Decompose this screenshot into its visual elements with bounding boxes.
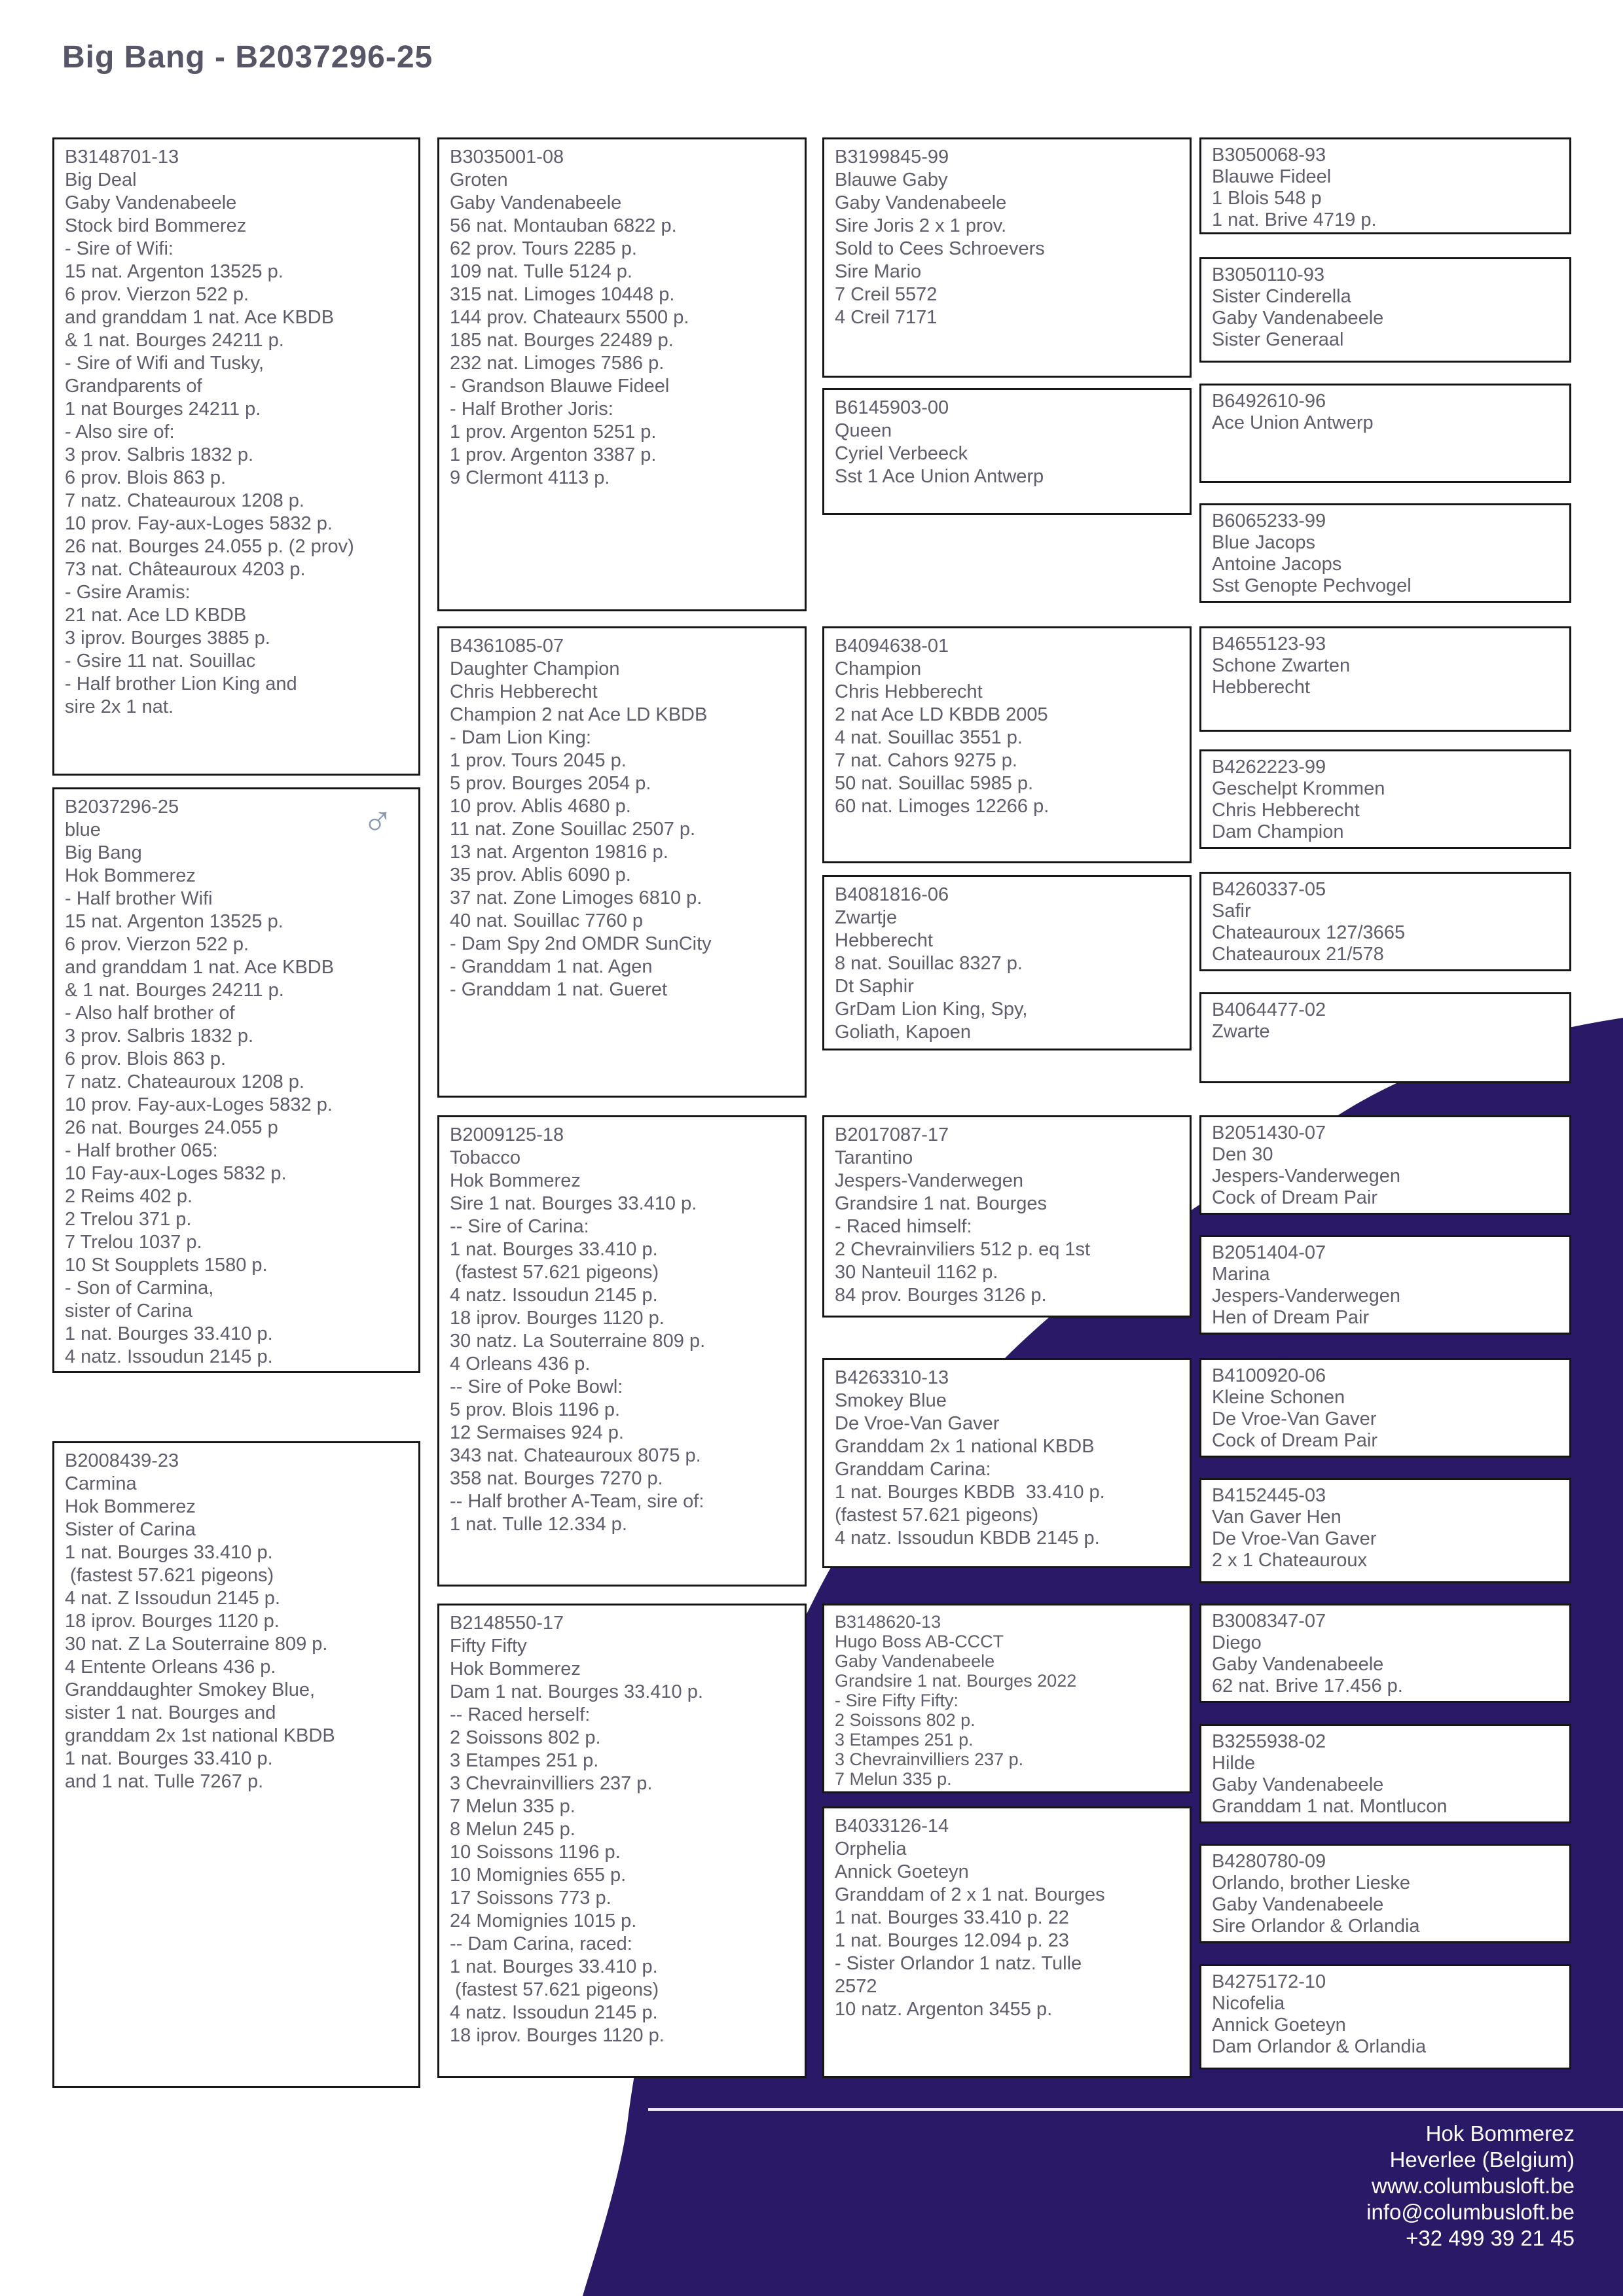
pedigree-line: 10 natz. Argenton 3455 p. [835,1999,1053,2020]
ring-number: B4033126-14 [835,1816,949,1837]
pedigree-line: Dam Orlandor & Orlandia [1212,2036,1427,2057]
pedigree-line: Sire 1 nat. Bourges 33.410 p. [450,1193,697,1214]
pedigree-line: Dam Champion [1212,821,1344,842]
pedigree-line: 35 prov. Ablis 6090 p. [450,865,631,886]
pedigree-line: Cock of Dream Pair [1212,1430,1378,1451]
pedigree-line: 56 nat. Montauban 6822 p. [450,215,677,236]
pedigree-line: Gaby Vandenabeele [1212,1894,1384,1915]
pedigree-line: Big Bang [65,842,142,863]
pedigree-line: 17 Soissons 773 p. [450,1888,611,1909]
pedigree-line: -- Dam Carina, raced: [450,1933,632,1954]
pedigree-line: (fastest 57.621 pigeons) [450,1979,659,2000]
page-title: Big Bang - B2037296-25 [62,40,433,75]
pedigree-line: (fastest 57.621 pigeons) [450,1262,659,1283]
pedigree-box-B6492610-96 [1199,384,1571,483]
pedigree-line: sister of Carina [65,1300,193,1321]
ring-number: B2051430-07 [1212,1122,1326,1143]
pedigree-line: 2 Trelou 371 p. [65,1209,192,1230]
pedigree-box-B4064477-02 [1199,992,1571,1083]
pedigree-box-B3035001-08 [437,137,807,611]
pedigree-line: - Gsire Aramis: [65,582,191,603]
pedigree-line: 4 natz. Issoudun 2145 p. [450,1285,658,1306]
pedigree-line: Hok Bommerez [450,1170,581,1191]
pedigree-line: Gaby Vandenabeele [835,192,1007,213]
pedigree-line: - Half brother 065: [65,1140,218,1161]
pedigree-line: Queen [835,420,892,441]
pedigree-line: -- Sire of Poke Bowl: [450,1376,623,1397]
pedigree-line: 3 prov. Salbris 1832 p. [65,1026,254,1047]
pedigree-line: 2 Reims 402 p. [65,1186,193,1207]
pedigree-line: Orphelia [835,1839,907,1859]
pedigree-box-B3008347-07 [1199,1604,1571,1703]
pedigree-line: 109 nat. Tulle 5124 p. [450,261,632,282]
pedigree-line: Jespers-Vanderwegen [835,1170,1024,1191]
pedigree-line: Gaby Vandenabeele [1212,1774,1384,1795]
pedigree-box-B4655123-93 [1199,626,1571,732]
pedigree-box-B2051404-07 [1199,1235,1571,1335]
pedigree-box-B4081816-06 [822,875,1192,1050]
pedigree-line: Zwartje [835,907,898,928]
pedigree-line: Kleine Schonen [1212,1387,1345,1408]
pedigree-line: Annick Goeteyn [835,1861,969,1882]
pedigree-box-B3199845-99 [822,137,1192,378]
pedigree-line: 2 Soissons 802 p. [835,1710,976,1730]
pedigree-line: 3 prov. Salbris 1832 p. [65,444,254,465]
pedigree-line: Hilde [1212,1753,1256,1774]
pedigree-line: 2572 [835,1976,877,1997]
ring-number: B4260337-05 [1212,879,1326,900]
pedigree-line: 7 Trelou 1037 p. [65,1232,202,1253]
pedigree-line: Tobacco [450,1147,521,1168]
ring-number: B4275172-10 [1212,1971,1326,1992]
pedigree-line: Dt Saphir [835,976,914,997]
pedigree-line: -- Sire of Carina: [450,1216,589,1237]
pedigree-line: and 1 nat. Tulle 7267 p. [65,1771,264,1792]
pedigree-line: 7 nat. Cahors 9275 p. [835,750,1017,771]
pedigree-line: 1 nat Bourges 24211 p. [65,399,261,420]
ring-number: B2148550-17 [450,1613,564,1634]
pedigree-line: Sire Joris 2 x 1 prov. [835,215,1007,236]
pedigree-box-B4275172-10 [1199,1964,1571,2070]
pedigree-line: - Raced himself: [835,1216,972,1237]
pedigree-box-B4263310-13 [822,1358,1192,1568]
pedigree-line: -- Raced herself: [450,1704,591,1725]
ring-number: B4280780-09 [1212,1851,1326,1872]
pedigree-line: 73 nat. Châteauroux 4203 p. [65,559,306,580]
pedigree-line: 30 nat. Z La Souterraine 809 p. [65,1634,328,1655]
pedigree-line: - Also sire of: [65,422,175,442]
pedigree-line: Dam 1 nat. Bourges 33.410 p. [450,1681,703,1702]
pedigree-line: 1 nat. Bourges 33.410 p. [450,1239,658,1260]
pedigree-line: 10 prov. Fay-aux-Loges 5832 p. [65,1094,333,1115]
pedigree-line: 18 iprov. Bourges 1120 p. [450,1308,665,1329]
pedigree-line: 2 Chevrainviliers 512 p. eq 1st [835,1239,1091,1260]
pedigree-line: 4 nat. Souillac 3551 p. [835,727,1023,748]
pedigree-box-B4100920-06 [1199,1358,1571,1458]
pedigree-line: Sst Genopte Pechvogel [1212,575,1412,596]
pedigree-line: Gaby Vandenabeele [65,192,237,213]
pedigree-box-B4094638-01 [822,626,1192,863]
pedigree-line: - Dam Lion King: [450,727,591,748]
pedigree-line: 1 nat. Brive 4719 p. [1212,209,1377,230]
pedigree-box-B3050068-93 [1199,137,1571,234]
pedigree-line: 12 Sermaises 924 p. [450,1422,624,1443]
pedigree-box-B4033126-14 [822,1806,1192,2078]
pedigree-line: 3 Chevrainvilliers 237 p. [450,1773,653,1794]
pedigree-box-B2037296-25 [52,787,420,1373]
pedigree-line: 4 nat. Z Issoudun 2145 p. [65,1588,280,1609]
pedigree-line: Smokey Blue [835,1390,947,1411]
pedigree-line: Granddam of 2 x 1 nat. Bourges [835,1884,1105,1905]
pedigree-box-B3148620-13 [822,1604,1192,1793]
pedigree-box-B2017087-17 [822,1115,1192,1318]
pedigree-line: 18 iprov. Bourges 1120 p. [65,1611,280,1632]
pedigree-line: 50 nat. Souillac 5985 p. [835,773,1034,794]
pedigree-line: Grandparents of [65,376,202,397]
pedigree-line: Blue Jacops [1212,532,1315,553]
pedigree-line: 10 Fay-aux-Loges 5832 p. [65,1163,287,1184]
pedigree-line: 15 nat. Argenton 13525 p. [65,261,283,282]
pedigree-line: 7 Creil 5572 [835,284,938,305]
pedigree-line: Champion 2 nat Ace LD KBDB [450,704,708,725]
pedigree-line: Sire Mario [835,261,922,282]
pedigree-line: sire 2x 1 nat. [65,696,174,717]
pedigree-line: Safir [1212,901,1251,922]
pedigree-line: Granddam Carina: [835,1459,991,1480]
pedigree-line: Carmina [65,1473,137,1494]
pedigree-line: 4 Orleans 436 p. [450,1354,591,1374]
pedigree-line: 10 Soissons 1196 p. [450,1842,621,1863]
pedigree-line: Stock bird Bommerez [65,215,247,236]
pedigree-line: 60 nat. Limoges 12266 p. [835,796,1049,817]
pedigree-line: Nicofelia [1212,1993,1285,2014]
male-icon: ♂ [362,796,393,843]
pedigree-line: Diego [1212,1632,1262,1653]
pedigree-line: Chris Hebberecht [450,681,598,702]
ring-number: B3050068-93 [1212,145,1326,166]
pedigree-line: - Half brother Wifi [65,888,213,909]
pedigree-line: Gaby Vandenabeele [1212,1654,1384,1675]
pedigree-line: Granddaughter Smokey Blue, [65,1679,316,1700]
pedigree-line: Van Gaver Hen [1212,1507,1341,1528]
pedigree-line: (fastest 57.621 pigeons) [835,1505,1039,1526]
pedigree-line: - Sister Orlandor 1 natz. Tulle [835,1953,1082,1974]
pedigree-box-B4361085-07 [437,626,807,1098]
pedigree-line: Sire Orlandor & Orlandia [1212,1916,1420,1937]
footer-line: info@columbusloft.be [1366,2200,1575,2224]
pedigree-line: Hok Bommerez [450,1659,581,1679]
pedigree-line: 5 prov. Blois 1196 p. [450,1399,621,1420]
ring-number: B2008439-23 [65,1450,179,1471]
ring-number: B4094638-01 [835,636,949,656]
footer-line: +32 499 39 21 45 [1406,2226,1575,2250]
ring-number: B4263310-13 [835,1367,949,1388]
pedigree-line: 30 Nanteuil 1162 p. [835,1262,998,1283]
ring-number: B3035001-08 [450,147,564,168]
pedigree-line: - Sire of Wifi: [65,238,173,259]
pedigree-line: - Gsire 11 nat. Souillac [65,651,256,672]
pedigree-line: 4 Entente Orleans 436 p. [65,1657,276,1677]
pedigree-line: Hok Bommerez [65,865,196,886]
pedigree-line: granddam 2x 1st national KBDB [65,1725,335,1746]
pedigree-line: 7 Melun 335 p. [835,1769,952,1789]
pedigree-line: 5 prov. Bourges 2054 p. [450,773,651,794]
pedigree-line: 3 Etampes 251 p. [450,1750,599,1771]
pedigree-line: GrDam Lion King, Spy, [835,999,1028,1020]
pedigree-line: Geschelpt Krommen [1212,778,1385,799]
pedigree-line: Hebberecht [1212,677,1310,698]
pedigree-line: 1 Blois 548 p [1212,188,1322,209]
pedigree-line: De Vroe-Van Gaver [1212,1408,1377,1429]
pedigree-line: Cock of Dream Pair [1212,1187,1378,1208]
pedigree-line: 7 natz. Chateauroux 1208 p. [65,490,304,511]
pedigree-line: Zwarte [1212,1021,1270,1042]
pedigree-line: 6 prov. Blois 863 p. [65,1049,227,1069]
ring-number: B4081816-06 [835,884,949,905]
pedigree-line: 10 Momignies 655 p. [450,1865,627,1886]
pedigree-line: & 1 nat. Bourges 24211 p. [65,980,284,1001]
pedigree-line: Gaby Vandenabeele [450,192,622,213]
pedigree-line: - Dam Spy 2nd OMDR SunCity [450,933,712,954]
pedigree-line: 10 St Soupplets 1580 p. [65,1255,268,1276]
pedigree-line: 1 prov. Tours 2045 p. [450,750,627,771]
pedigree-line: Chateauroux 21/578 [1212,944,1384,965]
pedigree-line: - Son of Carmina, [65,1278,214,1299]
ring-number: B6065233-99 [1212,511,1326,531]
ring-number: B4152445-03 [1212,1485,1326,1506]
ring-number: B4100920-06 [1212,1365,1326,1386]
ring-number: B2009125-18 [450,1124,564,1145]
ring-number: B4361085-07 [450,636,564,656]
pedigree-line: Daughter Champion [450,658,620,679]
pedigree-line: and granddam 1 nat. Ace KBDB [65,957,335,978]
pedigree-line: blue [65,819,101,840]
pedigree-line: 1 nat. Tulle 12.334 p. [450,1514,627,1535]
pedigree-line: Jespers-Vanderwegen [1212,1285,1401,1306]
pedigree-line: Annick Goeteyn [1212,2015,1346,2036]
pedigree-line: 4 natz. Issoudun KBDB 2145 p. [835,1528,1100,1549]
pedigree-line: Hen of Dream Pair [1212,1307,1370,1328]
pedigree-line: Hugo Boss AB-CCCT [835,1632,1004,1651]
pedigree-line: 2 nat Ace LD KBDB 2005 [835,704,1048,725]
pedigree-line: 24 Momignies 1015 p. [450,1910,637,1931]
pedigree-line: 7 Melun 335 p. [450,1796,575,1817]
pedigree-line: - Sire Fifty Fifty: [835,1691,958,1710]
pedigree-line: 13 nat. Argenton 19816 p. [450,842,668,863]
pedigree-line: 7 natz. Chateauroux 1208 p. [65,1071,304,1092]
pedigree-box-B4152445-03 [1199,1478,1571,1583]
pedigree-line: 15 nat. Argenton 13525 p. [65,911,283,932]
footer-divider [648,2108,1623,2111]
ring-number: B3199845-99 [835,147,949,168]
pedigree-line: 4 Creil 7171 [835,307,938,328]
pedigree-line: 6 prov. Blois 863 p. [65,467,227,488]
pedigree-line: 18 iprov. Bourges 1120 p. [450,2025,665,2046]
footer-line: Heverlee (Belgium) [1389,2147,1575,2172]
pedigree-box-B2008439-23 [52,1441,420,2088]
pedigree-box-B4260337-05 [1199,872,1571,971]
pedigree-line: Grandsire 1 nat. Bourges 2022 [835,1671,1077,1691]
pedigree-box-B6065233-99 [1199,503,1571,603]
pedigree-box-B2051430-07 [1199,1115,1571,1215]
pedigree-line: - Sire of Wifi and Tusky, [65,353,264,374]
pedigree-line: 11 nat. Zone Souillac 2507 p. [450,819,696,840]
pedigree-line: Orlando, brother Lieske [1212,1873,1411,1893]
pedigree-line: 2 x 1 Chateauroux [1212,1550,1367,1571]
pedigree-line: 21 nat. Ace LD KBDB [65,605,247,626]
pedigree-line: 1 nat. Bourges KBDB 33.410 p. [835,1482,1105,1503]
ring-number: B3148701-13 [65,147,179,168]
pedigree-line: Granddam 1 nat. Montlucon [1212,1796,1448,1817]
pedigree-line: 1 nat. Bourges 12.094 p. 23 [835,1930,1069,1951]
pedigree-line: Tarantino [835,1147,913,1168]
pedigree-line: sister 1 nat. Bourges and [65,1702,276,1723]
pedigree-line: Hebberecht [835,930,933,951]
ring-number: B2017087-17 [835,1124,949,1145]
pedigree-line: 1 prov. Argenton 3387 p. [450,444,657,465]
pedigree-line: Sst 1 Ace Union Antwerp [835,466,1044,487]
pedigree-line: Chris Hebberecht [1212,800,1360,821]
pedigree-line: 84 prov. Bourges 3126 p. [835,1285,1047,1306]
pedigree-line: Big Deal [65,170,137,190]
pedigree-line: Jespers-Vanderwegen [1212,1166,1401,1187]
pedigree-box-B6145903-00 [822,388,1192,515]
pedigree-line: 62 nat. Brive 17.456 p. [1212,1676,1403,1696]
pedigree-line: 1 nat. Bourges 33.410 p. [65,1748,273,1769]
pedigree-line: Ace Union Antwerp [1212,412,1374,433]
pedigree-line: - Granddam 1 nat. Gueret [450,979,668,1000]
pedigree-line: Hok Bommerez [65,1496,196,1517]
pedigree-line: - Grandson Blauwe Fideel [450,376,670,397]
pedigree-line: De Vroe-Van Gaver [1212,1528,1377,1549]
pedigree-line: Schone Zwarten [1212,655,1351,676]
pedigree-line: 6 prov. Vierzon 522 p. [65,934,249,955]
pedigree-line: 1 nat. Bourges 33.410 p. 22 [835,1907,1069,1928]
pedigree-line: and granddam 1 nat. Ace KBDB [65,307,335,328]
pedigree-line: 1 prov. Argenton 5251 p. [450,422,657,442]
pedigree-line: 4 natz. Issoudun 2145 p. [65,1346,273,1367]
pedigree-line: 62 prov. Tours 2285 p. [450,238,637,259]
pedigree-line: Groten [450,170,508,190]
pedigree-line: 8 nat. Souillac 8327 p. [835,953,1023,974]
pedigree-box-B3148701-13 [52,137,420,776]
pedigree-line: - Granddam 1 nat. Agen [450,956,653,977]
pedigree-line: 3 Chevrainvilliers 237 p. [835,1749,1024,1769]
pedigree-line: Fifty Fifty [450,1636,527,1657]
pedigree-line: 185 nat. Bourges 22489 p. [450,330,674,351]
pedigree-line: Sold to Cees Schroevers [835,238,1045,259]
pedigree-line: 1 nat. Bourges 33.410 p. [65,1323,273,1344]
pedigree-line: 8 Melun 245 p. [450,1819,575,1840]
pedigree-line: Antoine Jacops [1212,554,1342,575]
pedigree-line: & 1 nat. Bourges 24211 p. [65,330,284,351]
pedigree-box-B3050110-93 [1199,257,1571,363]
ring-number: B4262223-99 [1212,757,1326,778]
pedigree-line: 30 natz. La Souterraine 809 p. [450,1331,706,1352]
ring-number: B3255938-02 [1212,1731,1326,1752]
pedigree-box-B3255938-02 [1199,1724,1571,1823]
pedigree-line: 9 Clermont 4113 p. [450,467,610,488]
pedigree-line: 10 prov. Ablis 4680 p. [450,796,631,817]
pedigree-line: Blauwe Fideel [1212,166,1332,187]
pedigree-box-B4280780-09 [1199,1844,1571,1943]
pedigree-line: Blauwe Gaby [835,170,948,190]
ring-number: B3050110-93 [1212,264,1325,285]
pedigree-line: Chateauroux 127/3665 [1212,922,1406,943]
pedigree-line: 1 nat. Bourges 33.410 p. [450,1956,658,1977]
pedigree-line: Goliath, Kapoen [835,1022,971,1043]
footer-line: Hok Bommerez [1425,2121,1575,2145]
pedigree-line: Gaby Vandenabeele [1212,308,1384,329]
pedigree-line: 4 natz. Issoudun 2145 p. [450,2002,658,2023]
pedigree-line: De Vroe-Van Gaver [835,1413,1000,1434]
pedigree-line: (fastest 57.621 pigeons) [65,1565,274,1586]
pedigree-box-B2148550-17 [437,1604,807,2078]
pedigree-line: 26 nat. Bourges 24.055 p. (2 prov) [65,536,354,557]
ring-number: B4064477-02 [1212,999,1326,1020]
pedigree-line: 2 Soissons 802 p. [450,1727,601,1748]
pedigree-box-B4262223-99 [1199,749,1571,849]
pedigree-line: Cyriel Verbeeck [835,443,968,464]
pedigree-line: - Half Brother Joris: [450,399,613,420]
pedigree-line: Chris Hebberecht [835,681,983,702]
pedigree-line: Den 30 [1212,1144,1273,1165]
pedigree-line: - Also half brother of [65,1003,235,1024]
footer-line: www.columbusloft.be [1372,2174,1575,2198]
pedigree-line: 343 nat. Chateauroux 8075 p. [450,1445,701,1466]
pedigree-line: Sister Generaal [1212,329,1344,350]
pedigree-line: 144 prov. Chateaurx 5500 p. [450,307,689,328]
pedigree-line: 37 nat. Zone Limoges 6810 p. [450,888,702,908]
pedigree-line: Gaby Vandenabeele [835,1651,995,1671]
pedigree-line: 232 nat. Limoges 7586 p. [450,353,665,374]
pedigree-line: 26 nat. Bourges 24.055 p [65,1117,278,1138]
ring-number: B4655123-93 [1212,634,1326,655]
pedigree-line: 315 nat. Limoges 10448 p. [450,284,675,305]
pedigree-line: 10 prov. Fay-aux-Loges 5832 p. [65,513,333,534]
ring-number: B3148620-13 [835,1612,941,1632]
pedigree-line: Marina [1212,1264,1270,1285]
footer-contact [1366,2121,1575,2251]
pedigree-line: 1 nat. Bourges 33.410 p. [65,1542,273,1563]
pedigree-line: Grandsire 1 nat. Bourges [835,1193,1048,1214]
pedigree-line: 358 nat. Bourges 7270 p. [450,1468,663,1489]
ring-number: B6145903-00 [835,397,949,418]
pedigree-box-B2009125-18 [437,1115,807,1587]
pedigree-line: 3 iprov. Bourges 3885 p. [65,628,270,649]
pedigree-line: 6 prov. Vierzon 522 p. [65,284,249,305]
pedigree-line: Sister Cinderella [1212,286,1351,307]
pedigree-line: 40 nat. Souillac 7760 p [450,910,644,931]
ring-number: B2037296-25 [65,797,179,817]
pedigree-line: Granddam 2x 1 national KBDB [835,1436,1095,1457]
ring-number: B3008347-07 [1212,1611,1326,1632]
pedigree-line: -- Half brother A-Team, sire of: [450,1491,704,1512]
pedigree-line: - Half brother Lion King and [65,673,297,694]
pedigree-line: Sister of Carina [65,1519,196,1540]
ring-number: B6492610-96 [1212,391,1326,412]
ring-number: B2051404-07 [1212,1242,1326,1263]
pedigree-line: 3 Etampes 251 p. [835,1730,974,1749]
pedigree-line: Champion [835,658,922,679]
